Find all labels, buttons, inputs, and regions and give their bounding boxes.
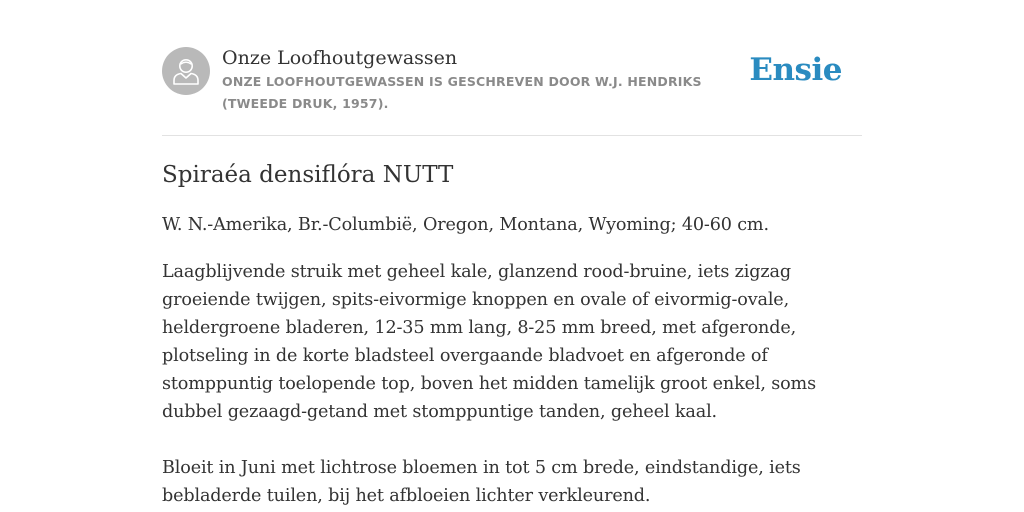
avatar: [162, 47, 210, 95]
paragraph-flowering: Bloeit in Juni met lichtrose bloemen in tot 5 cm brede, eindstandige, iets bebladerde tuilen, bij het afbloeien lichter verkleurend.: [162, 458, 801, 506]
source-title[interactable]: Onze Loofhoutgewassen: [222, 47, 458, 69]
source-header: [162, 46, 862, 118]
paragraph-distribution: W. N.-Amerika, Br.-Columbië, Oregon, Montana, Wyoming; 40-60 cm.: [162, 215, 769, 235]
source-subtitle: ONZE LOOFHOUTGEWASSEN IS GESCHREVEN DOOR W.J. HENDRIKS (TWEEDE DRUK, 1957).: [222, 74, 702, 111]
paragraph-description: Laagblijvende struik met geheel kale, glanzend rood-bruine, iets zigzag groeiende twijgen, spits-eivormige knoppen en ovale of eivormig-ovale, heldergroene bladeren, 12-35 mm lang, 8-25 mm breed, met afgeronde, plotseling in de korte bladsteel overgaande bladvoet en afgeronde of stomppuntig toelopende top, boven het midden tamelijk groot enkel, soms dubbel gezaagd-getand met stomppuntige tanden, geheel kaal.: [162, 262, 816, 422]
ensie-logo[interactable]: Ensie: [749, 52, 842, 88]
user-icon: [162, 47, 210, 95]
header-divider: [162, 135, 862, 136]
article: [162, 158, 864, 510]
article-title: Spiraéa densiflóra NUTT: [162, 162, 454, 188]
